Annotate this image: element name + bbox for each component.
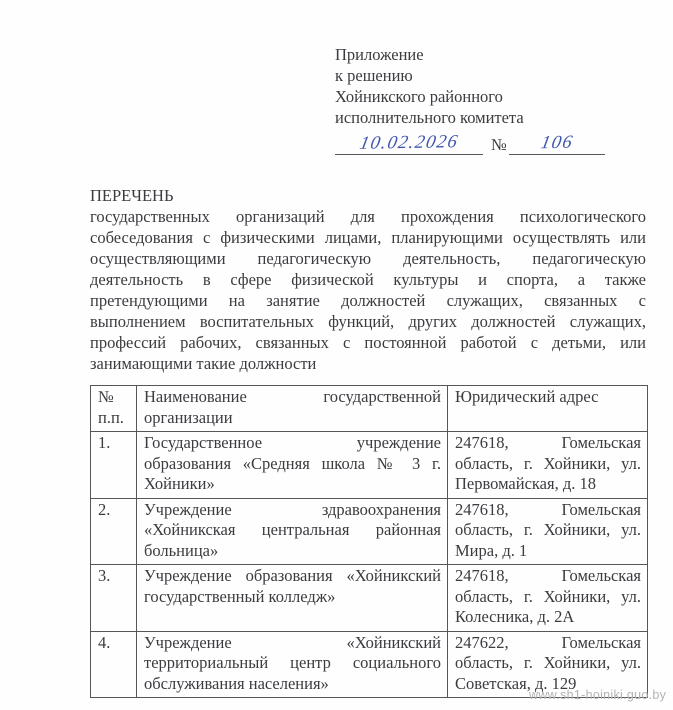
cell-name: Учреждение образования «Хойникский государственный колледж» [137, 565, 448, 632]
appendix-header [335, 44, 635, 156]
cell-address: 247622, Гомельская область, г. Хойники, ул. Советская, д. 129 [448, 631, 648, 698]
col-header-address: Юридический адрес [448, 386, 648, 432]
description-line: государственных организаций для прохождения психологического [90, 207, 646, 226]
document-title: ПЕРЕЧЕНЬ [90, 186, 174, 205]
description-line: деятельность в сфере физической культуры и спорта, а также [90, 270, 646, 289]
handwritten-number: 106 [538, 132, 575, 154]
table-row [91, 432, 648, 499]
cell-name: Учреждение «Хойникский территориальный центр социального обслуживания населения» [137, 631, 448, 698]
number-sign-label: № [491, 135, 507, 154]
col-header-name: Наименование государственной организации [137, 386, 448, 432]
header-line: Хойникского районного [335, 87, 503, 106]
description-line: профессий рабочих, связанных с постоянной работой с детьми, или [90, 333, 646, 352]
table-row [91, 565, 648, 632]
handwritten-date: 10.02.2026 [357, 132, 461, 154]
table-row [91, 498, 648, 565]
description-line: выполнением воспитательных функций, других должностей служащих, [90, 312, 646, 331]
title-block [90, 185, 646, 374]
description-line: осуществляющими педагогическую деятельность, педагогическую [90, 249, 646, 268]
description-line: собеседования с физическими лицами, планирующими осуществлять или [90, 228, 646, 247]
date-blank-line [335, 132, 483, 155]
organizations-table [90, 385, 648, 698]
cell-address: 247618, Гомельская область, г. Хойники, ул. Мира, д. 1 [448, 498, 648, 565]
cell-num: 3. [91, 565, 137, 632]
cell-num: 1. [91, 432, 137, 499]
description-line: претендующими на занятие должностей служащих, связанных с [90, 291, 646, 310]
number-blank-line [509, 132, 605, 155]
header-line: исполнительного комитета [335, 108, 524, 127]
cell-num: 2. [91, 498, 137, 565]
date-number-line [335, 132, 635, 156]
cell-num: 4. [91, 631, 137, 698]
description-line: занимающими такие должности [90, 354, 317, 373]
cell-name: Учреждение здравоохранения «Хойникская центральная районная больница» [137, 498, 448, 565]
header-line: Приложение [335, 45, 424, 64]
col-header-num: № п.п. [91, 386, 137, 432]
cell-address: 247618, Гомельская область, г. Хойники, ул. Первомайская, д. 18 [448, 432, 648, 499]
header-line: к решению [335, 66, 413, 85]
site-watermark: www.sh1-hoiniki.guo.by [529, 688, 667, 702]
table-header-row [91, 386, 648, 432]
cell-name: Государственное учреждение образования «Средняя школа № 3 г. Хойники» [137, 432, 448, 499]
cell-address: 247618, Гомельская область, г. Хойники, ул. Колесника, д. 2А [448, 565, 648, 632]
